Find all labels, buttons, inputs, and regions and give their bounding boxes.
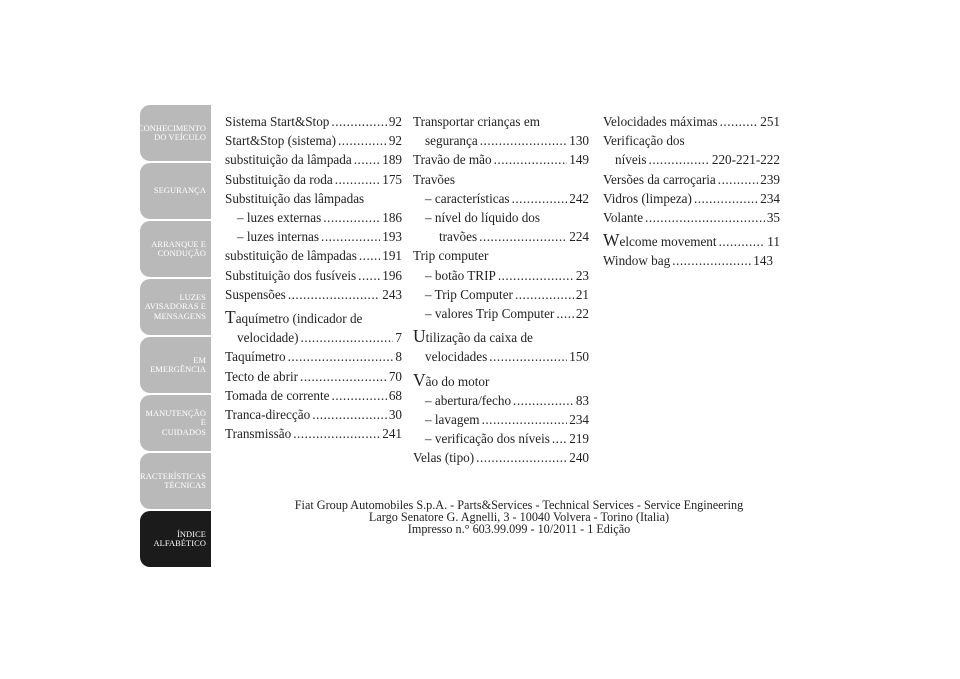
tab-manutencao-e-cuidados[interactable] [140,395,211,451]
entry-page: 175 [382,171,402,187]
leader-dots [301,328,394,347]
entry-label: travões [439,229,478,245]
index-column-3 [603,112,780,271]
leader-dots [720,112,759,131]
leader-dots [331,112,386,131]
entry-label: – lavagem [425,412,480,428]
leader-dots [335,170,381,189]
index-heading: Travões [413,171,456,187]
tab-arranque-e-conducao[interactable] [140,221,211,277]
tab-label: EM EMERGÊNCIA [150,355,206,374]
entry-page: 22 [575,306,589,322]
entry-page: 23 [575,267,589,283]
index-subentry[interactable] [225,208,402,227]
footer-line-2: Largo Senatore G. Agnelli, 3 - 10040 Volvera - Torino (Italia) [368,509,670,524]
leader-dots [513,391,574,410]
index-subentry[interactable] [413,410,589,429]
entry-label: Suspensões [225,286,286,302]
leader-dots [321,227,380,246]
entry-page: 189 [382,152,402,168]
entry-label: substituição de lâmpadas [225,248,357,264]
index-entry[interactable] [225,285,402,304]
leader-dots [694,189,758,208]
entry-label: Vidros (limpeza) [603,190,692,206]
entry-label: – luzes internas [237,229,320,245]
letter-initial: V [413,369,426,390]
tab-label: ÍNDICE ALFABÉTICO [153,529,206,548]
entry-page: 150 [569,349,589,365]
entry-page: 130 [569,133,589,149]
entry-page: 68 [388,387,402,403]
entry-page: 149 [569,152,589,168]
entry-label: velocidade) [237,330,299,346]
entry-page: 242 [569,190,589,206]
index-heading: Transportar crianças em [413,114,540,129]
entry-label: Volante [603,210,644,226]
publisher-footer [254,500,784,535]
index-heading: Trip computer [413,248,489,264]
index-entry[interactable] [225,112,402,131]
entry-page: 30 [388,407,402,423]
index-heading: Substituição das lâmpadas [225,190,365,206]
leader-dots [293,424,380,443]
entry-label: Tomada de corrente [225,387,330,403]
entry-label: Window bag [603,253,671,269]
leader-dots [358,266,380,285]
leader-dots [512,189,568,208]
index-column-1 [225,112,402,443]
tab-label: ARRANQUE E CONDUÇÃO [151,239,206,258]
entry-label: tilização da caixa de [425,330,533,346]
index-entry[interactable] [603,150,780,169]
index-entry[interactable] [413,448,589,467]
entry-page: 92 [388,114,402,129]
entry-label: – Trip Computer [425,286,513,302]
entry-label: ão do motor [425,373,490,389]
index-entry[interactable] [225,328,402,347]
tab-seguranca[interactable] [140,163,211,219]
leader-dots [359,246,380,265]
index-entry[interactable] [413,150,589,169]
entry-page: 70 [388,368,402,384]
index-entry[interactable] [225,424,402,443]
index-entry[interactable] [225,405,402,424]
page-number: 304 [150,544,179,563]
leader-dots [552,429,567,448]
tab-label: CARACTERÍSTICAS TÉCNICAS [128,471,206,490]
index-subheading: – nível do líquido dos [425,210,541,226]
tab-em-emergencia[interactable] [140,337,211,393]
leader-dots [719,232,766,251]
index-column-2 [413,112,589,468]
index-subentry[interactable] [413,391,589,410]
index-entry[interactable] [225,266,402,285]
leader-dots [323,208,380,227]
entry-label: Tranca-direcção [225,407,311,423]
index-entry[interactable] [603,208,780,227]
entry-page: 186 [382,210,402,226]
entry-label: Tecto de abrir [225,368,299,384]
leader-dots [354,150,381,169]
entry-page: 241 [382,426,402,442]
tab-conhecimento-do-veiculo[interactable] [137,105,211,161]
tab-caracteristicas-tecnicas[interactable] [128,453,211,509]
entry-label: – luzes externas [237,210,322,226]
leader-dots [338,131,387,150]
entry-page: 220-221-222 [711,152,780,168]
entry-page: 243 [382,286,402,302]
entry-label: Velas (tipo) [413,450,475,466]
leader-dots [649,150,710,169]
entry-label: Sistema Start&Stop [225,114,330,129]
index-subentry[interactable] [225,227,402,246]
entry-page: 11 [767,234,780,250]
index-entry[interactable] [603,170,780,189]
entry-label: Substituição dos fusíveis [225,267,357,283]
index-heading [225,309,402,328]
entry-label: Taquímetro [225,349,286,365]
entry-page: 92 [388,133,402,149]
letter-initial: T [225,307,236,328]
entry-label: – abertura/fecho [425,392,512,408]
leader-dots [288,285,380,304]
entry-page: 193 [382,229,402,245]
tab-label: MANUTENÇÃO E CUIDADOS [145,408,206,437]
letter-initial: W [603,230,620,251]
entry-label: Start&Stop (sistema) [225,133,336,149]
leader-dots [288,347,394,366]
index-entry[interactable] [413,347,589,366]
index-subentry[interactable] [413,266,589,285]
entry-page: 143 [753,253,773,269]
entry-page: 191 [382,248,402,264]
entry-label: – botão TRIP [425,267,496,283]
index-entry[interactable] [225,367,402,386]
section-tabs [128,105,211,569]
entry-page: 219 [569,431,589,447]
entry-page: 239 [760,171,780,187]
leader-dots [482,410,568,429]
index-entry[interactable] [225,386,402,405]
leader-dots [476,448,567,467]
entry-label: Transmissão [225,426,292,442]
leader-dots [515,285,574,304]
entry-page: 234 [760,190,780,206]
leader-dots [300,367,387,386]
leader-dots [556,304,574,323]
footer-line-3: Impresso n.° 603.99.099 - 10/2011 - 1 Edição [407,521,631,536]
tab-label: CONHECIMENTO DO VEÍCULO [137,123,206,142]
index-entry[interactable] [603,251,773,270]
index-subentry[interactable] [413,227,589,246]
index-entry[interactable] [603,232,780,251]
entry-label: – características [425,190,510,206]
entry-label: substituição da lâmpada [225,152,352,168]
leader-dots [312,405,387,424]
entry-page: 240 [569,450,589,466]
tab-label: LUZES AVISADORAS E MENSAGENS [144,292,206,321]
entry-page: 196 [382,267,402,283]
entry-page: 8 [395,349,402,365]
leader-dots [494,150,568,169]
letter-initial: U [413,326,426,347]
index-entry[interactable] [603,189,780,208]
index-entry[interactable] [225,347,402,366]
index-subentry[interactable] [413,304,589,323]
entry-label: Velocidades máximas [603,114,718,129]
entry-page: 83 [575,392,589,408]
entry-label: Travão de mão [413,152,492,168]
leader-dots [672,251,751,270]
entry-page: 251 [760,114,780,129]
entry-label-text: elcome movement [619,234,717,250]
entry-label: – valores Trip Computer [425,306,555,322]
index-entry[interactable] [225,246,402,265]
entry-page: 224 [569,229,589,245]
index-heading: Verificação dos [603,133,685,149]
leader-dots [498,266,574,285]
index-subentry[interactable] [413,285,589,304]
entry-page: 35 [766,210,780,226]
index-entry[interactable] [225,131,402,150]
index-heading [413,328,589,347]
entry-label: Substituição da roda [225,171,333,187]
entry-page: 21 [575,286,589,302]
leader-dots [489,347,567,366]
leader-dots [332,386,387,405]
leader-dots [645,208,765,227]
entry-label: segurança [425,133,478,149]
entry-page: 234 [569,412,589,428]
footer-line-1: Fiat Group Automobiles S.p.A. - Parts&Services - Technical Services - Service Engineering [294,498,744,512]
entry-page: 7 [395,330,402,346]
index-entry[interactable] [603,112,780,131]
entry-label: aquímetro (indicador de [235,311,363,327]
index-entry[interactable] [225,150,402,169]
index-entry[interactable] [225,170,402,189]
entry-label: velocidades [425,349,488,365]
index-heading [413,369,589,391]
leader-dots [718,170,758,189]
leader-dots [480,131,568,150]
entry-label: Versões da carroçaria [603,171,716,187]
tab-label: SEGURANÇA [153,186,206,196]
entry-label: níveis [615,152,647,168]
entry-label: – verificação dos níveis [425,431,550,447]
tab-luzes-avisadoras[interactable] [140,279,211,335]
index-subentry[interactable] [413,429,589,448]
entry-label [603,232,717,251]
index-subentry[interactable] [413,189,589,208]
leader-dots [479,227,567,246]
index-entry[interactable] [413,131,589,150]
